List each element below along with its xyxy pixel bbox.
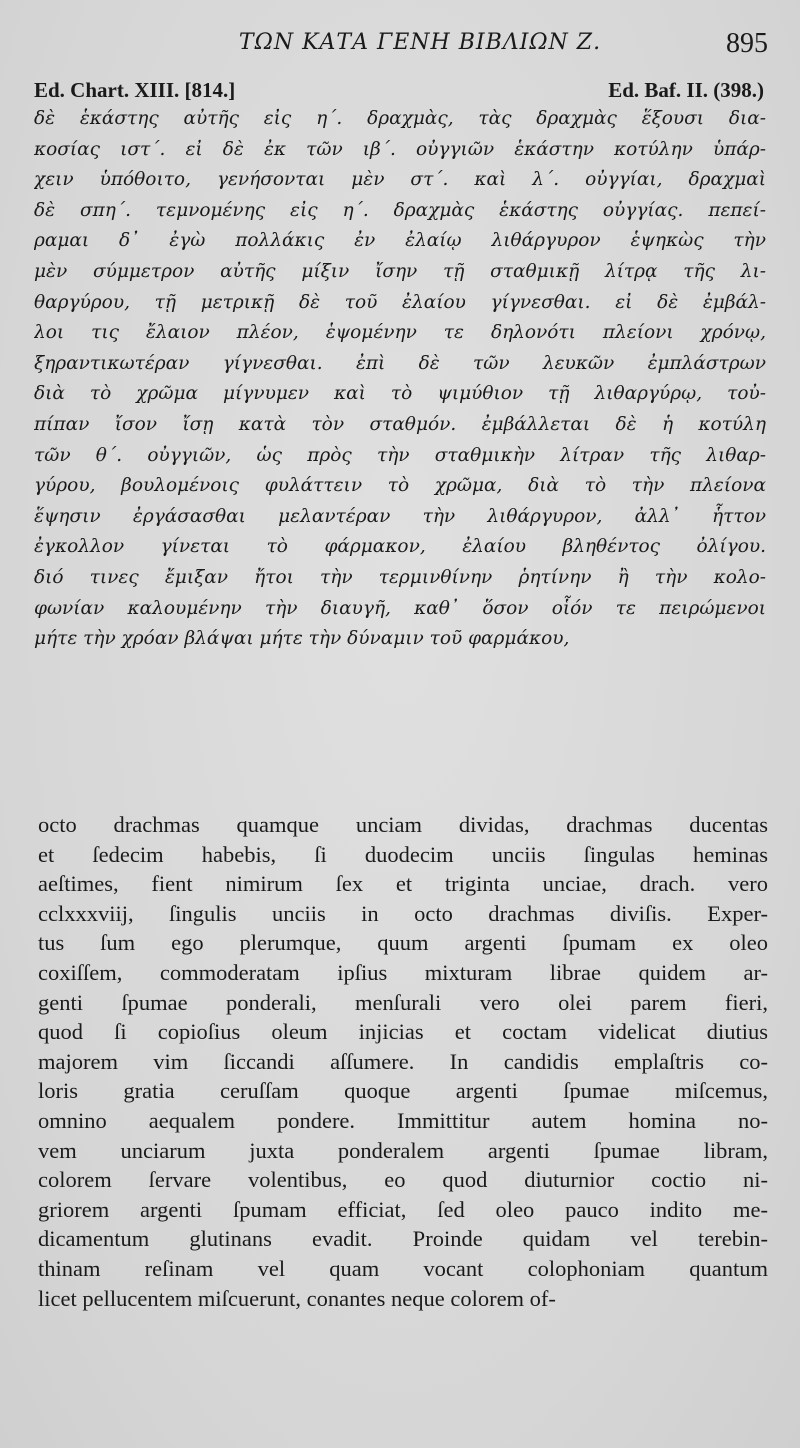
greek-text-block — [34, 104, 766, 655]
greek-text-line: ξηραντικωτέραν γίγνεσθαι. ἐπὶ δὲ τῶν λευκῶν ἐμπλάστρων — [34, 352, 766, 374]
latin-text-line: vem unciarum juxta ponderalem argenti ſpumae libram, — [38, 1137, 768, 1163]
edition-line — [34, 78, 764, 104]
greek-text-line: λοι τις ἔλαιον πλέον, ἑψομένην τε δηλονότι πλείονι χρόνῳ, — [34, 322, 766, 344]
greek-text-line: γύρου, βουλομένοις φυλάττειν τὸ χρῶμα, διὰ τὸ τὴν πλείονα — [34, 475, 766, 497]
latin-text-line: omnino aequalem pondere. Immittitur autem homina no- — [38, 1107, 768, 1133]
latin-text-line: loris gratia ceruſſam quoque argenti ſpumae miſcemus, — [38, 1078, 768, 1104]
greek-text-line: δὲ σπη΄. τεμνομένης εἰς η΄. δραχμὰς ἑκάστης οὐγγίας. πεπεί- — [34, 199, 766, 221]
latin-text-line: octo drachmas quamque unciam dividas, drachmas ducentas — [38, 812, 768, 837]
greek-text-line: ἕψησιν ἐργάσασθαι μελαντέραν τὴν λιθάργυρον, ἀλλ᾽ ἧττον — [34, 505, 766, 527]
latin-text-line: griorem argenti ſpumam efficiat, ſed oleo pauco indito me- — [38, 1196, 768, 1222]
greek-text-line: μὲν σύμμετρον αὐτῆς μίξιν ἴσην τῇ σταθμικῇ λίτρᾳ τῆς λι- — [34, 260, 766, 282]
latin-text-line: licet pellucentem miſcuerunt, conantes neque colorem of- — [38, 1285, 556, 1311]
latin-text-line: cclxxxviij, ſingulis unciis in octo drachmas diviſis. Exper- — [38, 900, 768, 926]
latin-text-line: dicamentum glutinans evadit. Proinde quidam vel terebin- — [38, 1226, 768, 1252]
latin-text-line: thinam reſinam vel quam vocant colophoniam quantum — [38, 1255, 768, 1281]
greek-text-line: κοσίας ιστ΄. εἰ δὲ ἐκ τῶν ιβ΄. οὐγγιῶν ἑκάστην κοτύλην ὑπάρ- — [34, 138, 766, 160]
latin-text-line: quod ſi copioſius oleum injicias et coctam videlicat diutius — [38, 1019, 768, 1045]
greek-text-line: μήτε τὴν χρόαν βλάψαι μήτε τὴν δύναμιν τοῦ φαρμάκου, — [34, 628, 570, 650]
greek-text-line: δὲ ἑκάστης αὐτῆς εἰς η΄. δραχμὰς, τὰς δραχμὰς ἕξουσι δια- — [34, 108, 766, 129]
latin-text-line: tus ſum ego plerumque, quum argenti ſpumam ex oleo — [38, 930, 768, 956]
greek-text-line: ἐγκολλον γίνεται τὸ φάρμακον, ἐλαίου βληθέντος ὀλίγου. — [34, 536, 766, 558]
running-title: ΤΩΝ ΚΑΤΑ ΓΕΝΗ ΒΙΒΛΙΩΝ Ζ. — [238, 30, 602, 55]
latin-text-line: coxiſſem, commoderatam ipſius mixturam librae quidem ar- — [38, 959, 768, 985]
latin-text-line: aeſtimes, fient nimirum ſex et triginta unciae, drach. vero — [38, 871, 768, 897]
page-number: 895 — [726, 28, 768, 59]
greek-text-line: θαργύρου, τῇ μετρικῇ δὲ τοῦ ἐλαίου γίγνεσθαι. εἰ δὲ ἐμβάλ- — [34, 291, 766, 313]
greek-text-line: τῶν θ΄. οὐγγιῶν, ὡς πρὸς τὴν σταθμικὴν λίτραν τῆς λιθαρ- — [34, 444, 766, 466]
greek-text-line: ραμαι δ᾽ ἐγὼ πολλάκις ἐν ἐλαίῳ λιθάργυρον ἑψηκὼς τὴν — [34, 230, 766, 252]
latin-text-line: genti ſpumae ponderali, menſurali vero olei parem fieri, — [38, 989, 768, 1015]
latin-text-line: majorem vim ſiccandi aſſumere. In candidis emplaſtris co- — [38, 1048, 768, 1074]
edition-chartier: Ed. Chart. XIII. [814.] — [34, 78, 236, 102]
greek-text-line: πίπαν ἴσον ἴσῃ κατὰ τὸν σταθμόν. ἐμβάλλεται δὲ ἡ κοτύλη — [34, 413, 766, 435]
greek-text-line: διό τινες ἔμιξαν ἤτοι τὴν τερμινθίνην ῥητίνην ἢ τὴν κολο- — [34, 566, 766, 588]
latin-text-line: et ſedecim habebis, ſi duodecim unciis ſingulas heminas — [38, 841, 768, 867]
greek-text-line: φωνίαν καλουμένην τὴν διαυγῆ, καθ᾽ ὅσον οἷόν τε πειρώμενοι — [34, 597, 766, 619]
greek-text-line: διὰ τὸ χρῶμα μίγνυμεν καὶ τὸ ψιμύθιον τῇ λιθαργύρῳ, τοὐ- — [34, 383, 766, 405]
edition-basel: Ed. Baf. II. (398.) — [608, 78, 764, 102]
latin-text-line: colorem ſervare volentibus, eo quod diuturnior coctio ni- — [38, 1167, 768, 1193]
running-head — [40, 28, 770, 62]
greek-text-line: χειν ὑπόθοιτο, γενήσονται μὲν στ΄. καὶ λ΄. οὐγγίαι, δραχμαὶ — [34, 169, 766, 191]
latin-text-block — [38, 810, 768, 1313]
